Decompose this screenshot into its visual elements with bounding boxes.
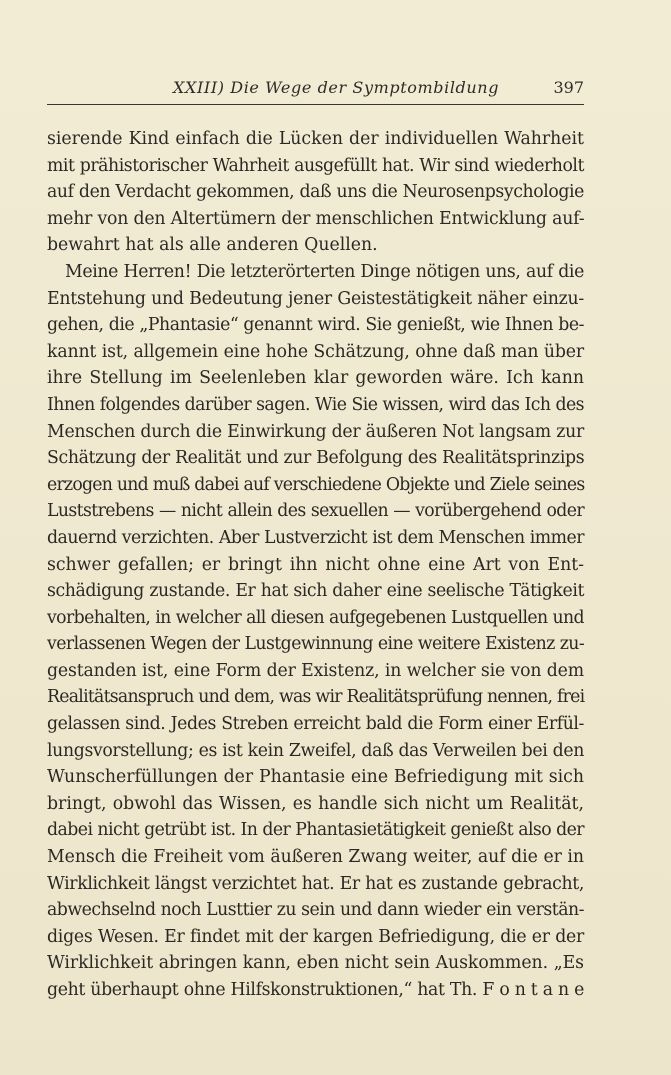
text-line: gelassen sind. Jedes Streben erreicht bald die Form einer Erfül-: [47, 714, 584, 735]
text-line: gestanden ist, eine Form der Existenz, in welcher sie von dem: [47, 660, 584, 681]
running-head: [47, 78, 584, 102]
text-line: auf den Verdacht gekommen, daß uns die Neurosenpsychologie: [47, 182, 584, 203]
text-line: sierende Kind einfach die Lücken der individuellen Wahrheit: [47, 129, 584, 149]
page-number: 397: [553, 78, 584, 97]
paragraph: [47, 126, 584, 259]
running-title: XXIII) Die Wege der Symptombildung: [173, 78, 500, 97]
text-line: Schätzung der Realität und zur Befolgung des Realitätsprinzips: [47, 448, 585, 469]
header-rule: [47, 104, 584, 105]
text-line: schädigung zustande. Er hat sich daher eine seelische Tätigkeit: [47, 581, 584, 602]
text-line: Wunscherfüllungen der Phantasie eine Befriedigung mit sich: [47, 767, 584, 788]
text-line: Wirklichkeit abringen kann, eben nicht sein Auskommen. „Es: [47, 953, 584, 974]
text-line: Ihnen folgendes darüber sagen. Wie Sie wissen, wird das Ich des: [47, 394, 584, 415]
text-line: Entstehung und Bedeutung jener Geistestätigkeit näher einzu-: [47, 288, 584, 309]
text-line: erzogen und muß dabei auf verschiedene Objekte und Ziele seines: [47, 474, 585, 495]
text-line: kannt ist, allgemein eine hohe Schätzung, ohne daß man über: [47, 341, 584, 362]
text-line: mehr von den Altertümern der menschlichen Entwicklung auf-: [47, 208, 585, 229]
text-line: gehen, die „Phantasie“ genannt wird. Sie genießt, wie Ihnen be-: [47, 315, 584, 336]
text-line: lungsvorstellung; es ist kein Zweifel, daß das Verweilen bei den: [47, 740, 584, 761]
text-line: geht überhaupt ohne Hilfskonstruktionen,“ hat Th. F o n t a n e: [47, 980, 584, 1000]
text-line: dauernd verzichten. Aber Lustverzicht ist dem Menschen immer: [47, 527, 584, 548]
text-line: Menschen durch die Einwirkung der äußeren Not langsam zur: [47, 421, 584, 442]
text-line: vorbehalten, in welcher all diesen aufgegebenen Lustquellen und: [47, 607, 584, 628]
text-line: dabei nicht getrübt ist. In der Phantasietätigkeit genießt also der: [47, 820, 584, 841]
text-line: Wirklichkeit längst verzichtet hat. Er hat es zustande gebracht,: [47, 873, 584, 894]
text-line: bringt, obwohl das Wissen, es handle sich nicht um Realität,: [47, 793, 584, 814]
text-line: Mensch die Freiheit vom äußeren Zwang weiter, auf die er in: [47, 847, 584, 868]
text-line: Realitätsanspruch und dem, was wir Realitätsprüfung nennen, frei: [47, 687, 585, 708]
paragraph: [47, 259, 584, 1004]
text-line: verlassenen Wegen der Lustgewinnung eine weitere Existenz zu-: [47, 634, 585, 655]
text-line: bewahrt hat als alle anderen Quellen.: [47, 235, 378, 256]
text-line: mit prähistorischer Wahrheit ausgefüllt hat. Wir sind wiederholt: [47, 155, 584, 176]
text-line: ihre Stellung im Seelenleben klar geworden wäre. Ich kann: [47, 368, 584, 389]
text-line: abwechselnd noch Lusttier zu sein und dann wieder ein verstän-: [47, 900, 584, 921]
body-text: [47, 126, 584, 1004]
text-line: Meine Herren! Die letzterörterten Dinge nötigen uns, auf die: [65, 261, 584, 282]
text-line: diges Wesen. Er findet mit der kargen Befriedigung, die er der: [47, 926, 584, 947]
text-line: schwer gefallen; er bringt ihn nicht ohne eine Art von Ent-: [47, 554, 584, 575]
text-line: Luststrebens — nicht allein des sexuellen — vorübergehend oder: [47, 501, 584, 522]
